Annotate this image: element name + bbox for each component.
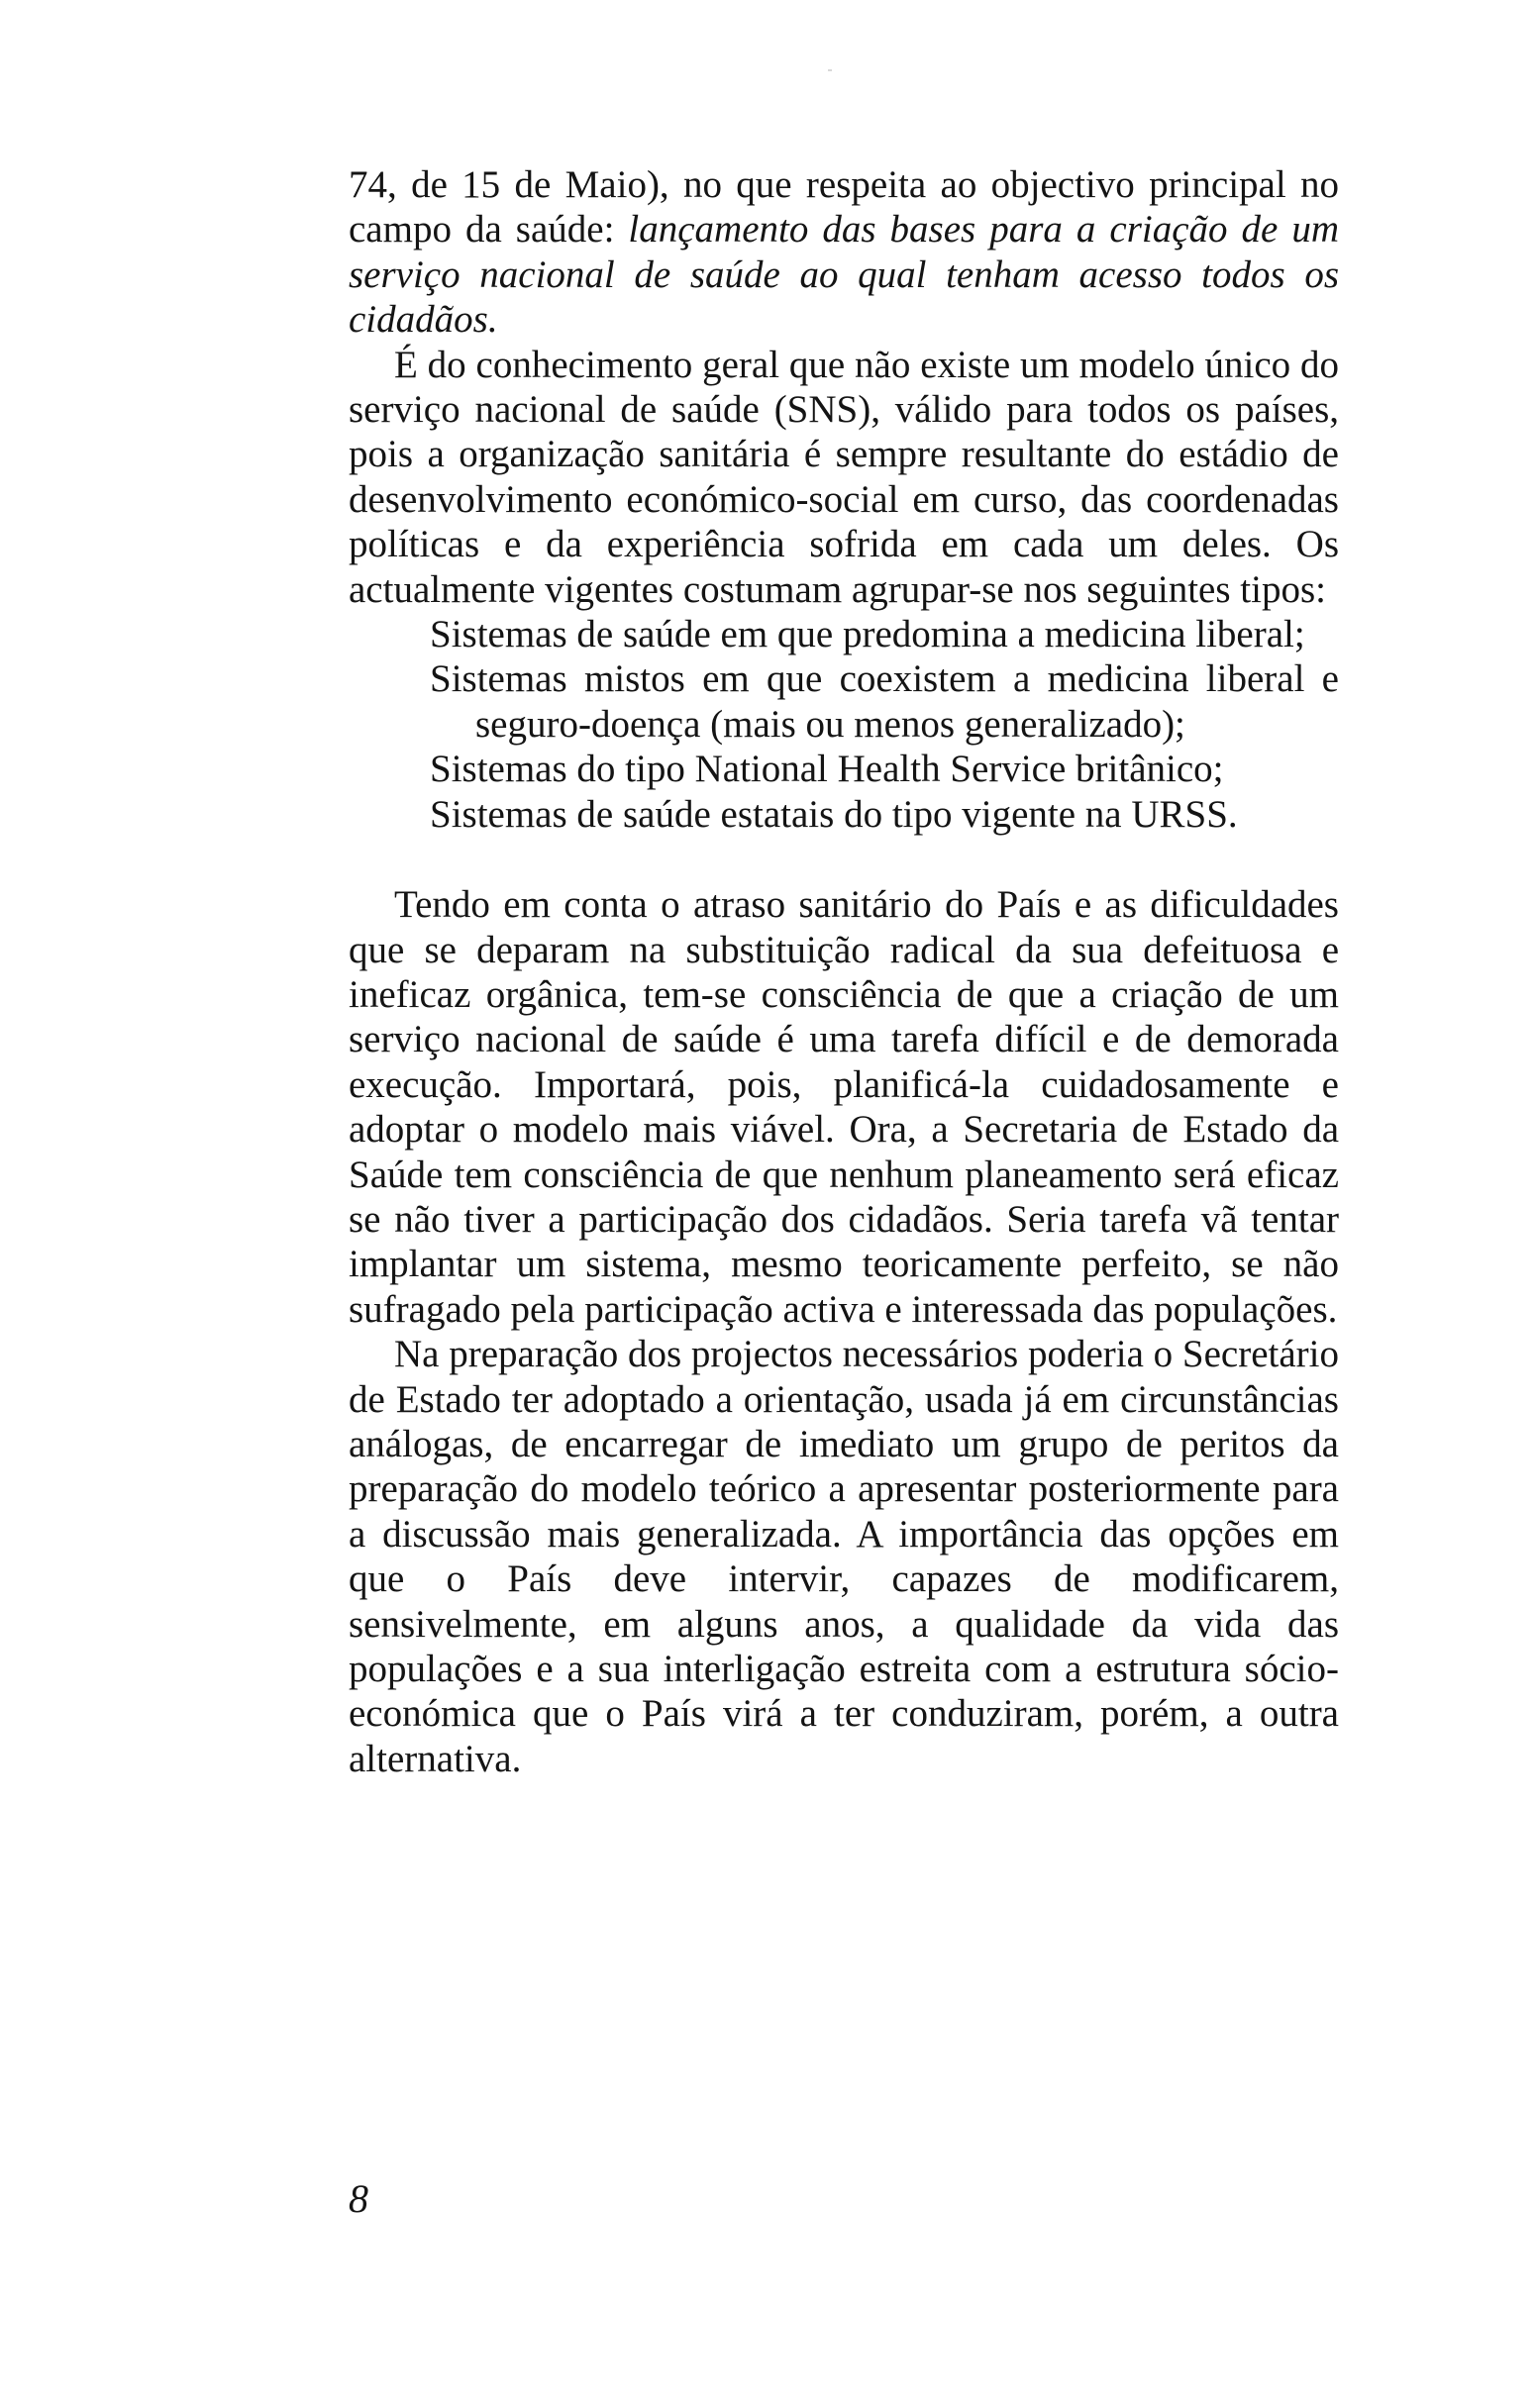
list-item: Sistemas de saúde estatais do tipo vigente na URSS. <box>430 792 1238 836</box>
intro-emphasis: lançamento das bases para a criação de um serviço nacional de saúde ao qual tenham acesso todos os cidadãos. <box>349 208 1339 342</box>
intro-text: 74, de 15 de Maio), no que respeita ao objectivo principal no campo da saúde: <box>349 163 1339 251</box>
page-number: 8 <box>349 2176 368 2221</box>
health-system-types-list <box>349 612 1339 837</box>
list-item: Sistemas do tipo National Health Service britânico; <box>430 748 1224 791</box>
paragraph-sns-models: É do conhecimento geral que não existe um modelo único do serviço nacional de saúde (SNS), válido para todos os países, pois a organização sanitária é sempre resultante do estádio de desenvolvimento económico-social em curso, das coordenadas políticas e da experiência sofrida em cada um deles. Os actualmente vigentes costumam agrupar-se nos seguintes tipos: <box>349 343 1339 611</box>
section-gap <box>349 837 1339 882</box>
list-item: Sistemas de saúde em que predomina a medicina liberal; <box>430 613 1305 656</box>
paragraph-project-preparation: Na preparação dos projectos necessários poderia o Secretário de Estado ter adoptado a orientação, usada já em circunstâncias análogas, de encarregar de imediato um grupo de peritos da preparação do modelo teórico a apresentar posteriormente para a discussão mais generalizada. A importância das opções em que o País deve intervir, capazes de modificarem, sensivelmente, em alguns anos, a qualidade da vida das populações e a sua interligação estreita com a estrutura sócio-económica que o País virá a ter conduziram, porém, a outra alternativa. <box>349 1333 1339 1780</box>
paragraph-intro <box>349 162 1339 343</box>
body-text <box>349 162 1339 1781</box>
scan-speck <box>828 69 832 71</box>
paragraph-sanitary-delay: Tendo em conta o atraso sanitário do País e as dificuldades que se deparam na substituição radical da sua defeituosa e ineficaz orgânica, tem-se consciência de que a criação de um serviço nacional de saúde é uma tarefa difícil e de demorada execução. Importará, pois, planificá-la cuidadosamente e adoptar o modelo mais viável. Ora, a Secretaria de Estado da Saúde tem consciência de que nenhum planeamento será eficaz se não tiver a participação dos cidadãos. Seria tarefa vã tentar implantar um sistema, mesmo teoricamente perfeito, se não sufragado pela participação activa e interessada das populações. <box>349 883 1339 1331</box>
list-item: Sistemas mistos em que coexistem a medicina liberal e seguro-doença (mais ou menos generalizado); <box>430 657 1339 746</box>
